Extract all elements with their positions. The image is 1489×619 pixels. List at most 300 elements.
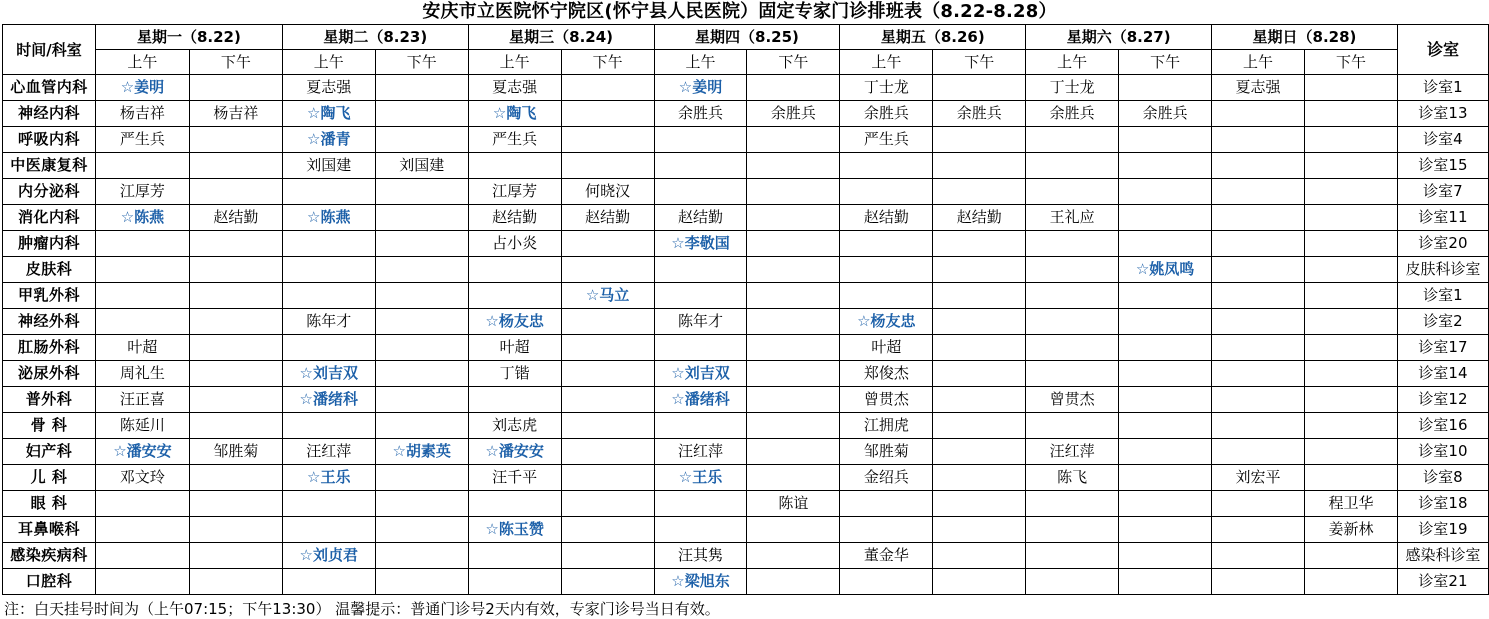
doctor-cell bbox=[933, 361, 1026, 387]
dept-cell: 妇产科 bbox=[3, 439, 96, 465]
doctor-cell bbox=[1119, 127, 1212, 153]
doctor-cell: 江厚芳 bbox=[95, 179, 189, 205]
dept-cell: 肿瘤内科 bbox=[3, 231, 96, 257]
doctor-cell bbox=[1119, 491, 1212, 517]
doctor-cell bbox=[1026, 283, 1119, 309]
doctor-cell: 赵结勤 bbox=[840, 205, 933, 231]
doctor-cell bbox=[561, 491, 654, 517]
am-header: 上午 bbox=[1026, 50, 1119, 75]
doctor-cell: 严生兵 bbox=[468, 127, 561, 153]
doctor-cell bbox=[468, 153, 561, 179]
doctor-cell bbox=[1212, 127, 1305, 153]
doctor-cell: 赵结勤 bbox=[654, 205, 747, 231]
doctor-cell bbox=[95, 283, 189, 309]
doctor-cell: 邹胜菊 bbox=[840, 439, 933, 465]
doctor-cell: 江厚芳 bbox=[468, 179, 561, 205]
footer-note: 注：白天挂号时间为（上午07:15；下午13:30） 温馨提示：普通门诊号2天内有效，专家门诊号当日有效。 bbox=[4, 600, 720, 618]
doctor-cell bbox=[1212, 205, 1305, 231]
doctor-cell: 余胜兵 bbox=[747, 101, 840, 127]
doctor-cell: 姜新林 bbox=[1304, 517, 1397, 543]
doctor-cell bbox=[189, 413, 282, 439]
doctor-cell bbox=[468, 283, 561, 309]
doctor-cell: ☆潘安安 bbox=[95, 439, 189, 465]
doctor-cell bbox=[375, 101, 468, 127]
doctor-cell bbox=[1026, 491, 1119, 517]
doctor-cell bbox=[1304, 543, 1397, 569]
doctor-cell: ☆杨友忠 bbox=[468, 309, 561, 335]
doctor-cell bbox=[654, 283, 747, 309]
table-row bbox=[3, 517, 1489, 543]
doctor-cell: 曾贯杰 bbox=[1026, 387, 1119, 413]
doctor-cell bbox=[1026, 569, 1119, 595]
doctor-cell: 严生兵 bbox=[95, 127, 189, 153]
room-cell: 诊室17 bbox=[1397, 335, 1488, 361]
doctor-cell bbox=[561, 569, 654, 595]
doctor-cell: ☆陈燕 bbox=[282, 205, 375, 231]
doctor-cell: 汪红萍 bbox=[1026, 439, 1119, 465]
dept-cell: 呼吸内科 bbox=[3, 127, 96, 153]
doctor-cell: 余胜兵 bbox=[1119, 101, 1212, 127]
dept-cell: 心血管内科 bbox=[3, 75, 96, 101]
table-row bbox=[3, 179, 1489, 205]
doctor-cell: ☆马立 bbox=[561, 283, 654, 309]
doctor-cell: 杨吉祥 bbox=[189, 101, 282, 127]
doctor-cell: ☆刘吉双 bbox=[654, 361, 747, 387]
doctor-cell: 汪红萍 bbox=[654, 439, 747, 465]
doctor-cell: 汪其隽 bbox=[654, 543, 747, 569]
doctor-cell: 邹胜菊 bbox=[189, 439, 282, 465]
doctor-cell: ☆陶飞 bbox=[282, 101, 375, 127]
table-row bbox=[3, 205, 1489, 231]
doctor-cell bbox=[654, 413, 747, 439]
doctor-cell: 余胜兵 bbox=[840, 101, 933, 127]
doctor-cell bbox=[95, 543, 189, 569]
doctor-cell bbox=[1212, 491, 1305, 517]
doctor-cell bbox=[933, 153, 1026, 179]
room-cell: 诊室4 bbox=[1397, 127, 1488, 153]
am-header: 上午 bbox=[840, 50, 933, 75]
doctor-cell bbox=[375, 491, 468, 517]
day-header: 星期三（8.24) bbox=[468, 25, 654, 50]
doctor-cell bbox=[561, 387, 654, 413]
doctor-cell: ☆陈燕 bbox=[95, 205, 189, 231]
doctor-cell bbox=[189, 309, 282, 335]
doctor-cell bbox=[1212, 257, 1305, 283]
doctor-cell: 杨吉祥 bbox=[95, 101, 189, 127]
doctor-cell bbox=[747, 361, 840, 387]
dept-cell: 皮肤科 bbox=[3, 257, 96, 283]
dept-cell: 泌尿外科 bbox=[3, 361, 96, 387]
doctor-cell bbox=[747, 543, 840, 569]
doctor-cell bbox=[1212, 439, 1305, 465]
room-cell: 感染科诊室 bbox=[1397, 543, 1488, 569]
room-cell: 皮肤科诊室 bbox=[1397, 257, 1488, 283]
doctor-cell bbox=[933, 465, 1026, 491]
doctor-cell bbox=[1026, 361, 1119, 387]
doctor-cell bbox=[1304, 257, 1397, 283]
doctor-cell: ☆陶飞 bbox=[468, 101, 561, 127]
doctor-cell bbox=[1119, 387, 1212, 413]
doctor-cell bbox=[747, 439, 840, 465]
doctor-cell: 赵结勤 bbox=[189, 205, 282, 231]
page-title: 安庆市立医院怀宁院区(怀宁县人民医院）固定专家门诊排班表（8.22-8.28） bbox=[422, 1, 1057, 22]
doctor-cell bbox=[561, 257, 654, 283]
doctor-cell bbox=[189, 283, 282, 309]
doctor-cell bbox=[561, 413, 654, 439]
doctor-cell bbox=[468, 257, 561, 283]
day-header: 星期六（8.27) bbox=[1026, 25, 1212, 50]
doctor-cell bbox=[1212, 517, 1305, 543]
doctor-cell bbox=[561, 101, 654, 127]
doctor-cell bbox=[654, 517, 747, 543]
doctor-cell bbox=[189, 569, 282, 595]
pm-header: 下午 bbox=[747, 50, 840, 75]
doctor-cell bbox=[468, 491, 561, 517]
dept-cell: 中医康复科 bbox=[3, 153, 96, 179]
doctor-cell: 刘宏平 bbox=[1212, 465, 1305, 491]
table-row bbox=[3, 257, 1489, 283]
doctor-cell bbox=[561, 517, 654, 543]
doctor-cell bbox=[561, 153, 654, 179]
pm-header: 下午 bbox=[189, 50, 282, 75]
doctor-cell bbox=[189, 231, 282, 257]
doctor-cell bbox=[189, 465, 282, 491]
am-header: 上午 bbox=[95, 50, 189, 75]
doctor-cell bbox=[1119, 283, 1212, 309]
doctor-cell: 余胜兵 bbox=[654, 101, 747, 127]
dept-cell: 消化内科 bbox=[3, 205, 96, 231]
doctor-cell: 陈延川 bbox=[95, 413, 189, 439]
doctor-cell bbox=[189, 127, 282, 153]
doctor-cell bbox=[282, 231, 375, 257]
table-row bbox=[3, 283, 1489, 309]
doctor-cell bbox=[468, 543, 561, 569]
doctor-cell bbox=[561, 75, 654, 101]
doctor-cell bbox=[840, 491, 933, 517]
doctor-cell bbox=[1304, 387, 1397, 413]
doctor-cell bbox=[933, 257, 1026, 283]
doctor-cell bbox=[1026, 127, 1119, 153]
doctor-cell bbox=[1212, 569, 1305, 595]
doctor-cell bbox=[561, 439, 654, 465]
doctor-cell: ☆王乐 bbox=[654, 465, 747, 491]
doctor-cell bbox=[1026, 179, 1119, 205]
doctor-cell bbox=[933, 335, 1026, 361]
doctor-cell bbox=[747, 127, 840, 153]
doctor-cell bbox=[282, 335, 375, 361]
doctor-cell: 曾贯杰 bbox=[840, 387, 933, 413]
doctor-cell bbox=[933, 179, 1026, 205]
doctor-cell bbox=[747, 179, 840, 205]
doctor-cell bbox=[95, 231, 189, 257]
dept-cell: 口腔科 bbox=[3, 569, 96, 595]
doctor-cell bbox=[375, 335, 468, 361]
doctor-cell: ☆王乐 bbox=[282, 465, 375, 491]
room-header: 诊室 bbox=[1397, 25, 1488, 75]
pm-header: 下午 bbox=[1119, 50, 1212, 75]
doctor-cell: 汪红萍 bbox=[282, 439, 375, 465]
doctor-cell bbox=[1026, 309, 1119, 335]
doctor-cell bbox=[1119, 335, 1212, 361]
table-row bbox=[3, 361, 1489, 387]
doctor-cell: 叶超 bbox=[840, 335, 933, 361]
doctor-cell bbox=[375, 517, 468, 543]
doctor-cell: 刘志虎 bbox=[468, 413, 561, 439]
doctor-cell bbox=[654, 127, 747, 153]
doctor-cell bbox=[1304, 465, 1397, 491]
doctor-cell bbox=[561, 361, 654, 387]
dept-cell: 儿 科 bbox=[3, 465, 96, 491]
doctor-cell: ☆刘吉双 bbox=[282, 361, 375, 387]
doctor-cell bbox=[375, 127, 468, 153]
doctor-cell bbox=[1212, 335, 1305, 361]
doctor-cell: 叶超 bbox=[468, 335, 561, 361]
doctor-cell bbox=[747, 309, 840, 335]
doctor-cell: 夏志强 bbox=[468, 75, 561, 101]
doctor-cell: 叶超 bbox=[95, 335, 189, 361]
doctor-cell bbox=[1119, 205, 1212, 231]
doctor-cell: 余胜兵 bbox=[933, 101, 1026, 127]
doctor-cell: ☆潘绪科 bbox=[654, 387, 747, 413]
doctor-cell bbox=[1119, 543, 1212, 569]
doctor-cell bbox=[95, 309, 189, 335]
doctor-cell: 刘国建 bbox=[282, 153, 375, 179]
doctor-cell bbox=[747, 335, 840, 361]
doctor-cell bbox=[375, 75, 468, 101]
room-cell: 诊室19 bbox=[1397, 517, 1488, 543]
dept-cell: 甲乳外科 bbox=[3, 283, 96, 309]
doctor-cell bbox=[933, 75, 1026, 101]
doctor-cell: 汪正喜 bbox=[95, 387, 189, 413]
doctor-cell bbox=[1119, 569, 1212, 595]
doctor-cell bbox=[375, 205, 468, 231]
day-header: 星期二（8.23) bbox=[282, 25, 468, 50]
doctor-cell: 陈年才 bbox=[654, 309, 747, 335]
doctor-cell bbox=[840, 257, 933, 283]
doctor-cell bbox=[1119, 517, 1212, 543]
room-cell: 诊室1 bbox=[1397, 75, 1488, 101]
doctor-cell: 汪千平 bbox=[468, 465, 561, 491]
room-cell: 诊室12 bbox=[1397, 387, 1488, 413]
doctor-cell bbox=[1119, 439, 1212, 465]
doctor-cell bbox=[933, 413, 1026, 439]
doctor-cell bbox=[375, 413, 468, 439]
doctor-cell: 丁锴 bbox=[468, 361, 561, 387]
doctor-cell bbox=[747, 465, 840, 491]
doctor-cell bbox=[282, 179, 375, 205]
doctor-cell bbox=[1026, 153, 1119, 179]
doctor-cell bbox=[561, 335, 654, 361]
doctor-cell bbox=[1304, 231, 1397, 257]
doctor-cell bbox=[840, 517, 933, 543]
doctor-cell bbox=[840, 153, 933, 179]
doctor-cell bbox=[747, 387, 840, 413]
doctor-cell bbox=[654, 491, 747, 517]
doctor-cell bbox=[468, 569, 561, 595]
doctor-cell: 何晓汉 bbox=[561, 179, 654, 205]
room-cell: 诊室21 bbox=[1397, 569, 1488, 595]
doctor-cell: 赵结勤 bbox=[561, 205, 654, 231]
doctor-cell bbox=[1026, 335, 1119, 361]
table-row bbox=[3, 413, 1489, 439]
doctor-cell: ☆梁旭东 bbox=[654, 569, 747, 595]
room-cell: 诊室14 bbox=[1397, 361, 1488, 387]
room-cell: 诊室18 bbox=[1397, 491, 1488, 517]
doctor-cell bbox=[654, 257, 747, 283]
doctor-cell bbox=[375, 465, 468, 491]
table-row bbox=[3, 335, 1489, 361]
doctor-cell bbox=[282, 413, 375, 439]
doctor-cell bbox=[282, 257, 375, 283]
doctor-cell bbox=[747, 153, 840, 179]
doctor-cell bbox=[1304, 101, 1397, 127]
doctor-cell bbox=[933, 387, 1026, 413]
doctor-cell bbox=[1119, 75, 1212, 101]
doctor-cell bbox=[1026, 543, 1119, 569]
dept-cell: 肛肠外科 bbox=[3, 335, 96, 361]
doctor-cell: 王礼应 bbox=[1026, 205, 1119, 231]
pm-header: 下午 bbox=[933, 50, 1026, 75]
doctor-cell bbox=[1304, 153, 1397, 179]
doctor-cell bbox=[375, 361, 468, 387]
table-row bbox=[3, 491, 1489, 517]
room-cell: 诊室13 bbox=[1397, 101, 1488, 127]
doctor-cell bbox=[282, 569, 375, 595]
doctor-cell: 占小炎 bbox=[468, 231, 561, 257]
doctor-cell bbox=[1304, 309, 1397, 335]
doctor-cell bbox=[933, 309, 1026, 335]
doctor-cell: 赵结勤 bbox=[933, 205, 1026, 231]
doctor-cell bbox=[840, 179, 933, 205]
room-cell: 诊室20 bbox=[1397, 231, 1488, 257]
doctor-cell bbox=[747, 517, 840, 543]
doctor-cell bbox=[189, 75, 282, 101]
doctor-cell bbox=[282, 283, 375, 309]
am-header: 上午 bbox=[282, 50, 375, 75]
doctor-cell: 陈飞 bbox=[1026, 465, 1119, 491]
doctor-cell bbox=[1119, 309, 1212, 335]
doctor-cell bbox=[933, 491, 1026, 517]
doctor-cell bbox=[189, 543, 282, 569]
doctor-cell bbox=[1026, 231, 1119, 257]
doctor-cell: 丁士龙 bbox=[840, 75, 933, 101]
doctor-cell bbox=[1212, 361, 1305, 387]
doctor-cell: ☆胡素英 bbox=[375, 439, 468, 465]
doctor-cell bbox=[747, 75, 840, 101]
table-row bbox=[3, 101, 1489, 127]
doctor-cell bbox=[375, 569, 468, 595]
doctor-cell bbox=[933, 517, 1026, 543]
doctor-cell bbox=[747, 205, 840, 231]
table-row bbox=[3, 231, 1489, 257]
doctor-cell bbox=[933, 127, 1026, 153]
doctor-cell: 赵结勤 bbox=[468, 205, 561, 231]
doctor-cell bbox=[1119, 179, 1212, 205]
doctor-cell bbox=[95, 569, 189, 595]
doctor-cell bbox=[654, 335, 747, 361]
doctor-cell bbox=[375, 387, 468, 413]
doctor-cell bbox=[189, 335, 282, 361]
doctor-cell bbox=[561, 465, 654, 491]
doctor-cell bbox=[375, 309, 468, 335]
doctor-cell bbox=[933, 569, 1026, 595]
doctor-cell bbox=[1212, 231, 1305, 257]
room-cell: 诊室8 bbox=[1397, 465, 1488, 491]
doctor-cell bbox=[840, 569, 933, 595]
doctor-cell bbox=[1119, 465, 1212, 491]
doctor-cell bbox=[189, 179, 282, 205]
doctor-cell bbox=[1026, 257, 1119, 283]
doctor-cell: 陈谊 bbox=[747, 491, 840, 517]
doctor-cell bbox=[375, 283, 468, 309]
doctor-cell: ☆李敬国 bbox=[654, 231, 747, 257]
doctor-cell bbox=[189, 153, 282, 179]
doctor-cell: ☆杨友忠 bbox=[840, 309, 933, 335]
doctor-cell bbox=[95, 517, 189, 543]
table-row bbox=[3, 387, 1489, 413]
doctor-cell: ☆姜明 bbox=[654, 75, 747, 101]
doctor-cell bbox=[1119, 413, 1212, 439]
doctor-cell bbox=[561, 231, 654, 257]
day-header: 星期四（8.25) bbox=[654, 25, 840, 50]
doctor-cell: ☆陈玉赞 bbox=[468, 517, 561, 543]
header-row-ampm bbox=[3, 50, 1489, 75]
doctor-cell: ☆姜明 bbox=[95, 75, 189, 101]
doctor-cell bbox=[1304, 335, 1397, 361]
doctor-cell bbox=[1304, 205, 1397, 231]
dept-cell: 神经外科 bbox=[3, 309, 96, 335]
doctor-cell bbox=[1304, 127, 1397, 153]
doctor-cell bbox=[933, 283, 1026, 309]
table-row bbox=[3, 127, 1489, 153]
doctor-cell bbox=[1212, 179, 1305, 205]
pm-header: 下午 bbox=[561, 50, 654, 75]
doctor-cell: 陈年才 bbox=[282, 309, 375, 335]
doctor-cell bbox=[375, 179, 468, 205]
table-row bbox=[3, 543, 1489, 569]
pm-header: 下午 bbox=[1304, 50, 1397, 75]
doctor-cell bbox=[561, 127, 654, 153]
doctor-cell bbox=[1212, 283, 1305, 309]
doctor-cell bbox=[1119, 153, 1212, 179]
day-header: 星期五（8.26) bbox=[840, 25, 1026, 50]
doctor-cell: 夏志强 bbox=[1212, 75, 1305, 101]
doctor-cell bbox=[561, 543, 654, 569]
doctor-cell bbox=[189, 387, 282, 413]
corner-header: 时间/科室 bbox=[3, 25, 96, 75]
table-row bbox=[3, 153, 1489, 179]
doctor-cell: 金绍兵 bbox=[840, 465, 933, 491]
dept-cell: 耳鼻喉科 bbox=[3, 517, 96, 543]
doctor-cell: 程卫华 bbox=[1304, 491, 1397, 517]
doctor-cell bbox=[1304, 75, 1397, 101]
doctor-cell: 邓文玲 bbox=[95, 465, 189, 491]
room-cell: 诊室16 bbox=[1397, 413, 1488, 439]
doctor-cell bbox=[189, 257, 282, 283]
pm-header: 下午 bbox=[375, 50, 468, 75]
doctor-cell bbox=[747, 569, 840, 595]
doctor-cell bbox=[189, 517, 282, 543]
dept-cell: 感染疾病科 bbox=[3, 543, 96, 569]
dept-cell: 骨 科 bbox=[3, 413, 96, 439]
doctor-cell: 江拥虎 bbox=[840, 413, 933, 439]
doctor-cell: ☆潘安安 bbox=[468, 439, 561, 465]
table-row bbox=[3, 465, 1489, 491]
doctor-cell bbox=[933, 439, 1026, 465]
doctor-cell bbox=[747, 257, 840, 283]
room-cell: 诊室1 bbox=[1397, 283, 1488, 309]
doctor-cell: 刘国建 bbox=[375, 153, 468, 179]
